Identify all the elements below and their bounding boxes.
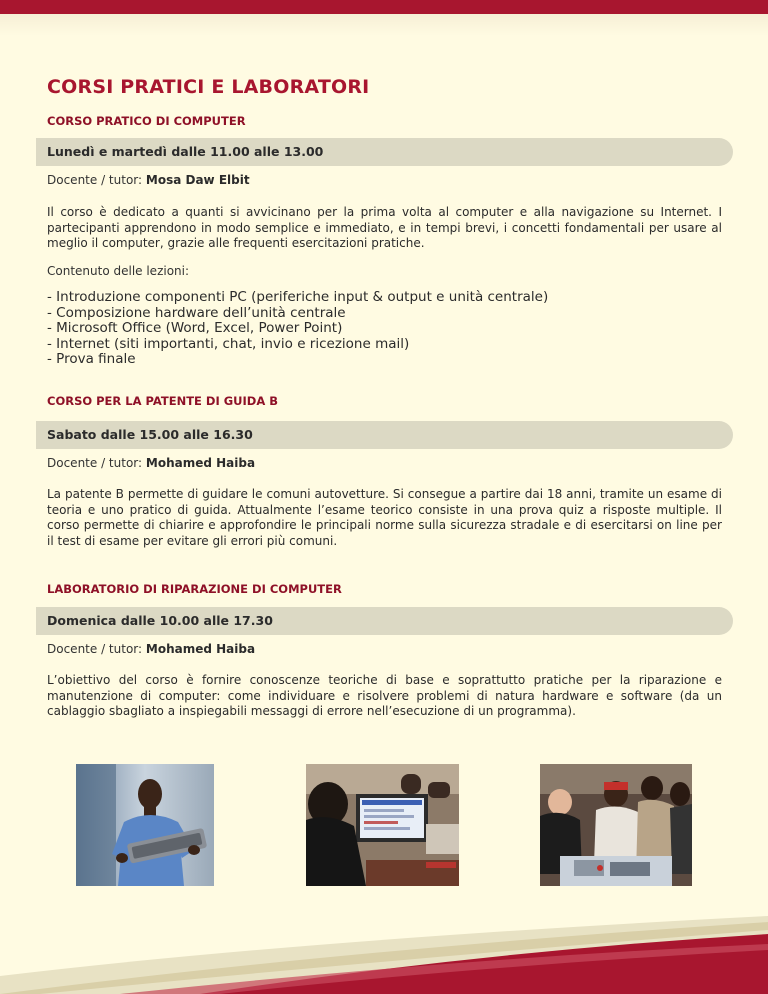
photo-group-repairing-computers [540,764,692,886]
course3-tutor-label: Docente / tutor: [47,642,143,656]
course3-description: L’obiettivo del corso è fornire conoscenze teoriche di base e soprattutto pratiche per la riparazione e manutenzione di computer: come individuare e risolvere problemi di natura hardware e software (da un cablaggio sbagliato a inspiegabili messaggi di errore nell’esecuzione di un programma). [47,673,722,718]
course1-content-label: Contenuto delle lezioni: [47,264,190,278]
course3-tutor-line [47,642,255,656]
footer-swoosh [0,900,768,994]
course1-lessons-list [47,290,548,368]
course1-tutor-line [47,173,250,187]
course3-schedule-bar [36,607,733,635]
photo-man-with-keyboard [76,764,214,886]
lesson-item: - Prova finale [47,351,136,367]
course1-tutor-label: Docente / tutor: [47,173,143,187]
page-title: CORSI PRATICI E LABORATORI [47,76,370,98]
course2-tutor-line [47,456,255,470]
header-band [0,0,768,14]
header-band-shadow [0,14,768,36]
course1-title: CORSO PRATICO DI COMPUTER [47,114,246,128]
lesson-item: - Microsoft Office (Word, Excel, Power Point) [47,320,343,336]
course2-title: CORSO PER LA PATENTE DI GUIDA B [47,394,279,408]
lesson-item: - Composizione hardware dell’unità centrale [47,304,346,321]
course1-schedule: Lunedì e martedì dalle 11.00 alle 13.00 [47,144,324,159]
course2-tutor-label: Docente / tutor: [47,456,143,470]
course2-description: La patente B permette di guidare le comuni autovetture. Si consegue a partire dai 18 anni, tramite un esame di teoria e uno pratico di guida. Attualmente l’esame teorico consiste in una prova quiz a risposte multiple. Il corso permette di chiarire e approfondire le principali norme sulla sicurezza stradale e di esercitarsi on line per il test di esame per evitare gli errori più comuni. [47,487,722,548]
course1-schedule-bar [36,138,733,166]
lesson-item: - Internet (siti importanti, chat, invio e ricezione mail) [47,335,410,352]
course1-description: Il corso è dedicato a quanti si avvicinano per la prima volta al computer e alla navigazione su Internet. I partecipanti apprendono in modo semplice e immediato, e in tempi brevi, i concetti fondamentali per usare al meglio il computer, grazie alle frequenti esercitazioni pratiche. [47,205,722,250]
course3-schedule: Domenica dalle 10.00 alle 17.30 [47,613,273,628]
course3-tutor-name: Mohamed Haiba [145,642,256,656]
course1-tutor-name: Mosa Daw Elbit [145,173,250,187]
course3-title: LABORATORIO DI RIPARAZIONE DI COMPUTER [47,582,342,596]
course2-schedule: Sabato dalle 15.00 alle 16.30 [47,427,253,442]
course2-tutor-name: Mohamed Haiba [145,456,256,470]
course2-schedule-bar [36,421,733,449]
photo-student-at-computer [306,764,459,886]
lesson-item: - Introduzione componenti PC (periferiche input & output e unità centrale) [47,289,549,305]
